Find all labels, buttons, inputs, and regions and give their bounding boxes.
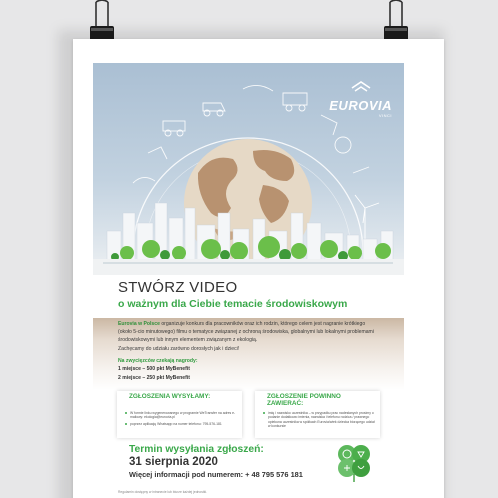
send-box-title: ZGŁOSZENIA WYSYŁAMY: xyxy=(129,393,211,400)
footer-note: Regulamin dostępny w intranecie lub biurze każdej jednostki. xyxy=(118,490,208,494)
send-box-list xyxy=(125,411,237,428)
send-info-box xyxy=(117,391,242,438)
deadline-info: Więcej informacji pod numerem: + 48 795 576 181 xyxy=(129,470,303,479)
poster-title xyxy=(118,279,393,310)
eurovia-logo-mark-icon xyxy=(346,80,376,92)
contents-box-title: ZGŁOSZENIE POWINNO ZAWIERAĆ: xyxy=(267,393,341,407)
prize-second: 2 miejsce – 250 pkt MyBenefit xyxy=(118,374,190,381)
list-item: W formie linku wygenerowanego w programie WeTransfer na adres e-mailowy: ekologia@eurovia.pl xyxy=(125,411,237,420)
deadline-section xyxy=(129,444,329,479)
title-sub: o ważnym dla Ciebie temacie środowiskowym xyxy=(118,298,348,310)
title-main: STWÓRZ VIDEO xyxy=(118,279,238,296)
eco-clover-icon xyxy=(332,440,376,484)
brand-name: EUROVIA xyxy=(329,98,392,113)
list-item: poprzez aplikację Whatsapp na numer telefonu: 795-576-181 xyxy=(125,422,237,426)
eurovia-logo xyxy=(329,79,392,118)
invite-line: Zachęcamy do udziału zarówno dorosłych jak i dzieci! xyxy=(118,346,240,352)
hero-illustration xyxy=(93,63,404,275)
deadline-label: Termin wysyłania zgłoszeń: xyxy=(129,444,264,455)
intro-paragraph xyxy=(118,321,380,344)
contents-info-box xyxy=(255,391,380,438)
list-item: imię i nazwisko uczestnika – w przypadku prac nadesłanych prosimy o podanie dodatkowo imienia, nazwiska i telefonu rodzica / prawnego opiekuna uczestnika w spółkach Eurovia/wiek dziecka biorącego udział w konkursie xyxy=(263,411,375,429)
intro-text: organizuje konkurs dla pracowników oraz ich rodzin, którego celem jest nagranie krótkiego (około 5-cio minutowego) filmu o tematyce związanej z ochroną środowiska, globalnymi lub lokalnymi problemami środowiskowymi lub innym elementem związanym z ekologią. xyxy=(118,321,374,343)
brand-sub: VINCI xyxy=(378,113,392,118)
intro-company: Eurovia w Polsce xyxy=(118,321,160,327)
prizes-section xyxy=(118,357,380,382)
contents-box-list xyxy=(263,411,375,431)
deadline-date: 31 sierpnia 2020 xyxy=(129,456,218,468)
prizes-lead: Na zwycięzców czekają nagrody: xyxy=(118,358,198,364)
prize-first: 1 miejsce – 500 pkt MyBenefit xyxy=(118,366,190,373)
